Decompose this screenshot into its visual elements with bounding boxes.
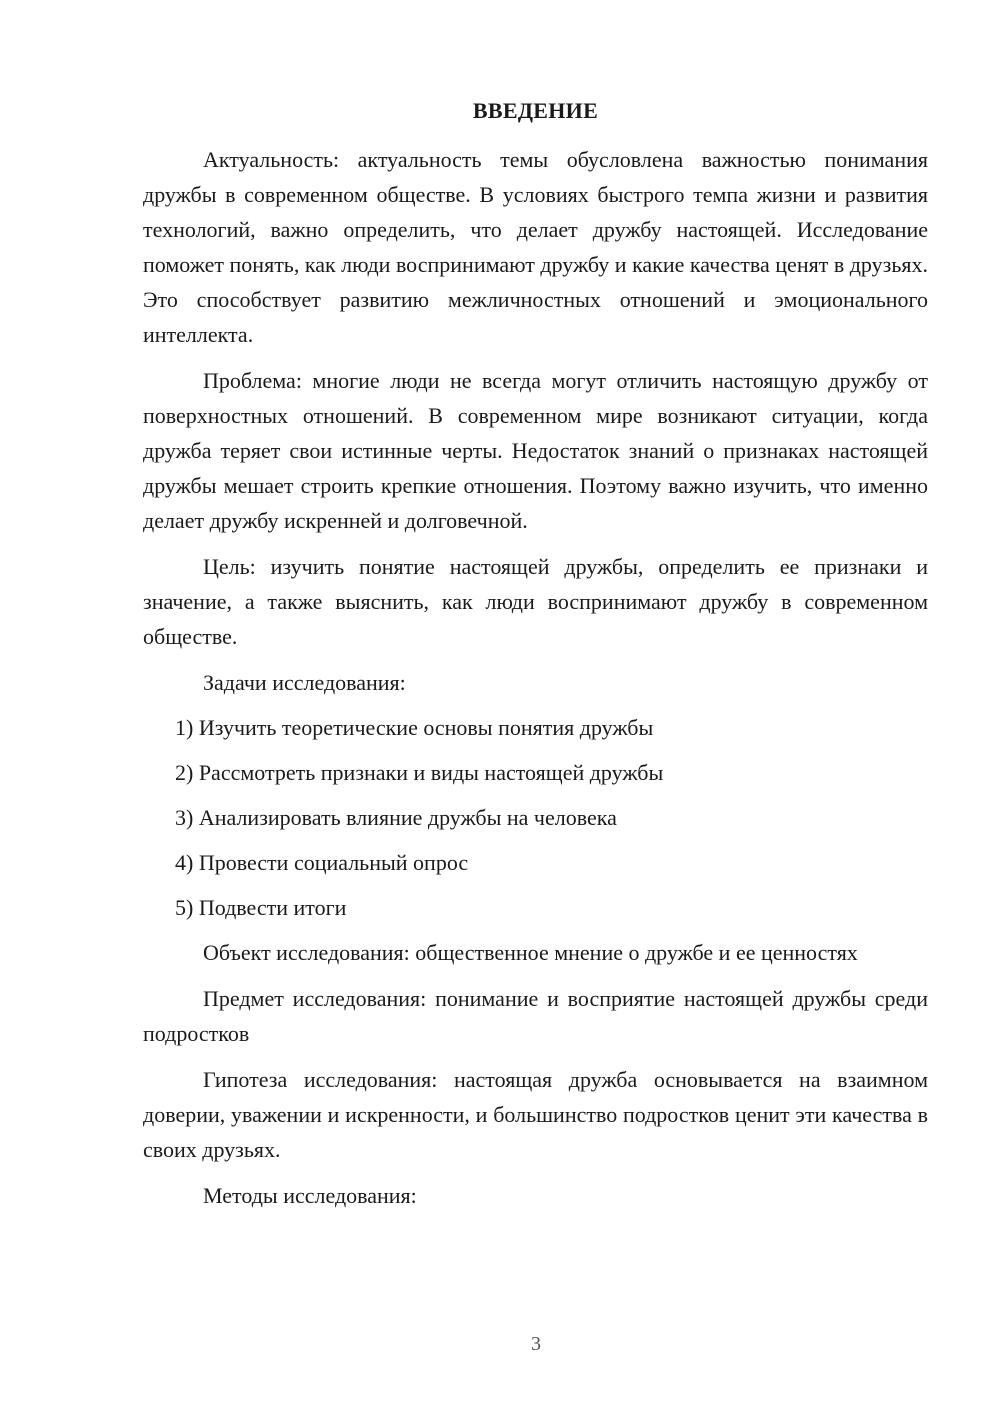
problem-paragraph: Проблема: многие люди не всегда могут отличить настоящую дружбу от поверхностных отношений. В современном мире возникают ситуации, когда дружба теряет свои истинные черты. Недостаток знаний о признаках настоящей дружбы мешает строить крепкие отношения. Поэтому важно изучить, что именно делает дружбу искренней и долговечной.	[143, 368, 928, 533]
page-number: 3	[531, 1333, 541, 1355]
goal-paragraph: Цель: изучить понятие настоящей дружбы, определить ее признаки и значение, а также выяснить, как люди воспринимают дружбу в современном обществе.	[143, 554, 928, 649]
section-title: ВВЕДЕНИЕ	[472, 98, 599, 123]
task-item: 2) Рассмотреть признаки и виды настоящей дружбы	[175, 760, 664, 785]
task-list	[143, 710, 928, 925]
task-item: 4) Провести социальный опрос	[175, 850, 469, 875]
hypothesis-paragraph: Гипотеза исследования: настоящая дружба основывается на взаимном доверии, уважении и искренности, и большинство подростков ценит эти качества в своих друзьях.	[143, 1067, 928, 1162]
methods-heading: Методы исследования:	[203, 1183, 417, 1208]
task-item: 1) Изучить теоретические основы понятия дружбы	[175, 715, 654, 740]
relevance-paragraph: Актуальность: актуальность темы обусловлена важностью понимания дружбы в современном обществе. В условиях быстрого темпа жизни и развития технологий, важно определить, что делает дружбу настоящей. Исследование поможет понять, как люди воспринимают дружбу и какие качества ценят в друзьях. Это способствует развитию межличностных отношений и эмоционального интеллекта.	[143, 147, 928, 347]
task-item: 3) Анализировать влияние дружбы на человека	[175, 805, 617, 830]
task-item: 5) Подвести итоги	[175, 895, 347, 920]
object-paragraph: Объект исследования: общественное мнение о дружбе и ее ценностях	[203, 940, 858, 965]
tasks-heading: Задачи исследования:	[203, 670, 406, 695]
subject-paragraph: Предмет исследования: понимание и восприятие настоящей дружбы среди подростков	[143, 986, 928, 1046]
document-body	[143, 142, 928, 1223]
